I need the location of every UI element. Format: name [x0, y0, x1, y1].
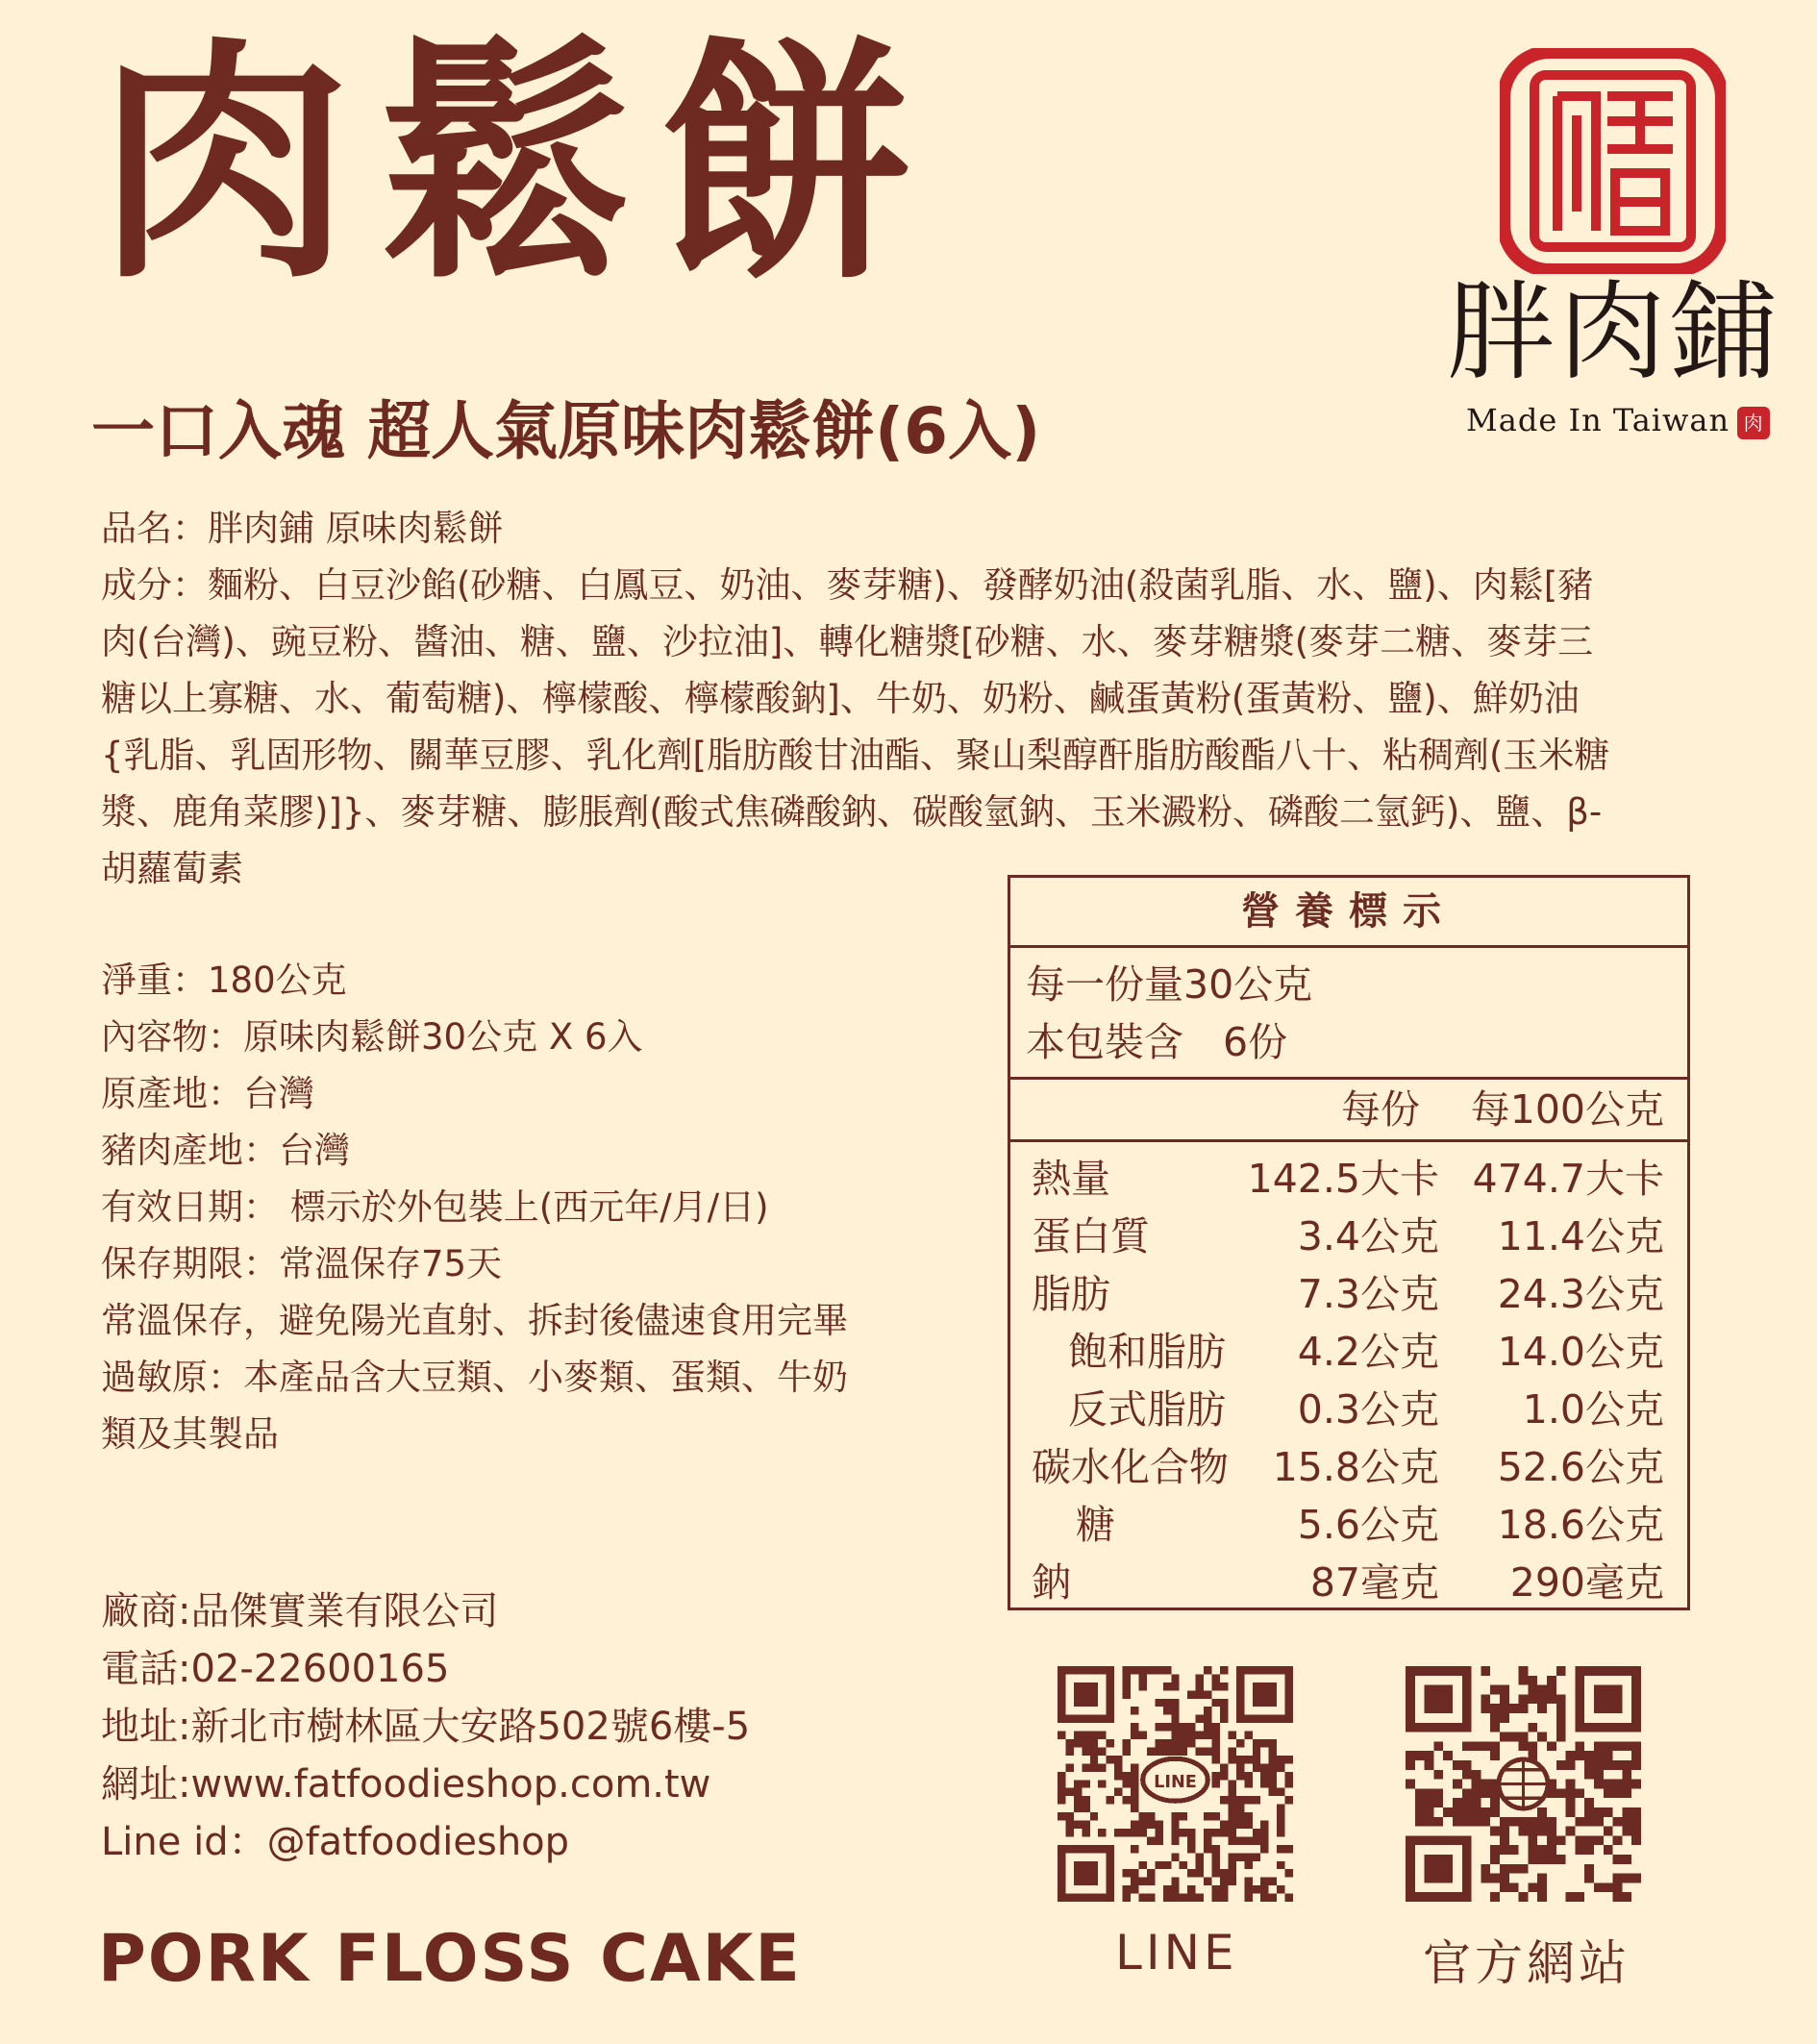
- nutrient-name: 糖: [1076, 1502, 1115, 1548]
- nutrient-per-serving: 87毫克: [1309, 1559, 1439, 1606]
- line-logo-text: LINE: [1154, 1772, 1197, 1792]
- origin: 原產地：台灣: [101, 1073, 314, 1114]
- nutrient-per-serving: 0.3公克: [1297, 1386, 1439, 1433]
- nutrition-row: [1010, 1554, 1687, 1611]
- nutrition-row: [1010, 1150, 1687, 1208]
- allergens-cont: 類及其製品: [101, 1413, 279, 1455]
- footer-title: PORK FLOSS CAKE: [98, 1921, 802, 1997]
- website: 網址:www.fatfoodieshop.com.tw: [101, 1762, 711, 1807]
- contents: 內容物：原味肉鬆餅30公克 X 6入: [101, 1016, 643, 1058]
- phone: 電話:02-22600165: [101, 1647, 450, 1691]
- nutrient-per-100g: 52.6公克: [1497, 1444, 1664, 1490]
- nutrient-name: 鈉: [1032, 1559, 1071, 1606]
- nutrient-per-100g: 1.0公克: [1522, 1386, 1664, 1433]
- nutrient-per-100g: 18.6公克: [1497, 1502, 1664, 1548]
- allergens: 過敏原：本產品含大豆類、小麥類、蛋類、牛奶: [101, 1357, 848, 1398]
- address: 地址:新北市樹林區大安路502號6樓-5: [101, 1705, 751, 1749]
- nutrition-row: [1010, 1381, 1687, 1438]
- nutrient-per-100g: 474.7大卡: [1472, 1156, 1664, 1202]
- ingredients-line: 肉(台灣)、豌豆粉、醬油、糖、鹽、沙拉油]、轉化糖漿[砂糖、水、麥芽糖漿(麥芽二糖、麥芽三: [101, 621, 1594, 662]
- nutrition-table: [1008, 875, 1690, 1610]
- website-qr-code-icon[interactable]: [1406, 1666, 1641, 1902]
- nutrition-row: [1010, 1323, 1687, 1381]
- made-in-taiwan: [1466, 402, 1770, 439]
- ingredients-line: 胡蘿蔔素: [101, 848, 243, 889]
- nutrition-row: [1010, 1265, 1687, 1323]
- product-subtitle: 一口入魂 超人氣原味肉鬆餅(6入): [91, 394, 1041, 468]
- nutrient-per-100g: 290毫克: [1509, 1559, 1664, 1606]
- meat-badge-icon: 肉: [1737, 407, 1770, 439]
- expiry-date: 有效日期： 標示於外包裝上(西元年/月/日): [101, 1186, 769, 1228]
- product-info: [101, 500, 1716, 897]
- nutrition-row: [1010, 1208, 1687, 1265]
- nutrient-per-100g: 24.3公克: [1497, 1271, 1664, 1317]
- nutrient-name: 飽和脂肪: [1068, 1329, 1226, 1375]
- nutrient-per-100g: 11.4公克: [1497, 1213, 1664, 1259]
- product-title: 肉鬆餅: [96, 17, 941, 313]
- ingredients-line: {乳脂、乳固形物、關華豆膠、乳化劑[脂肪酸甘油酯、聚山梨醇酐脂肪酸酯八十、粘稠劑(玉米糖: [101, 735, 1610, 776]
- serving-size: 每一份量30公克: [1026, 961, 1313, 1008]
- company-info: [101, 1583, 966, 1871]
- nutrient-per-serving: 142.5大卡: [1247, 1156, 1439, 1202]
- col-per-100g: 每100公克: [1470, 1086, 1664, 1133]
- line-qr-label: LINE: [1115, 1925, 1238, 1981]
- nutrient-per-serving: 5.6公克: [1297, 1502, 1439, 1548]
- pork-origin: 豬肉產地：台灣: [101, 1130, 350, 1171]
- product-specs: [101, 952, 928, 1462]
- nutrient-per-100g: 14.0公克: [1497, 1329, 1664, 1375]
- nutrition-row: [1010, 1438, 1687, 1496]
- manufacturer: 廠商:品傑實業有限公司: [101, 1589, 499, 1633]
- nutrient-per-serving: 3.4公克: [1297, 1213, 1439, 1259]
- nutrient-per-serving: 7.3公克: [1297, 1271, 1439, 1317]
- nutrient-name: 反式脂肪: [1068, 1386, 1226, 1433]
- nutrition-header: [1010, 1080, 1687, 1142]
- red-seal-logo-icon: [1500, 48, 1726, 274]
- col-per-serving: 每份: [1341, 1086, 1420, 1133]
- nutrient-name: 脂肪: [1032, 1271, 1110, 1317]
- nutrient-per-serving: 4.2公克: [1297, 1329, 1439, 1375]
- nutrient-name: 蛋白質: [1032, 1213, 1150, 1259]
- made-in-text: Made In Taiwan: [1466, 402, 1730, 438]
- nutrient-name: 熱量: [1032, 1156, 1110, 1202]
- nutrition-row: [1010, 1496, 1687, 1554]
- ingredients-line: 漿、鹿角菜膠)]}、麥芽糖、膨脹劑(酸式焦磷酸鈉、碳酸氫鈉、玉米澱粉、磷酸二氫鈣)、鹽、β-: [101, 791, 1603, 833]
- net-weight: 淨重：180公克: [101, 960, 347, 1001]
- nutrition-serving: [1010, 948, 1687, 1080]
- ingredients-line: 糖以上寡糖、水、葡萄糖)、檸檬酸、檸檬酸鈉]、牛奶、奶粉、鹹蛋黃粉(蛋黃粉、鹽)、鮮奶油: [101, 678, 1580, 719]
- product-name-line: 品名：胖肉鋪 原味肉鬆餅: [101, 508, 504, 549]
- nutrient-per-serving: 15.8公克: [1272, 1444, 1439, 1490]
- shelf-life: 保存期限：常溫保存75天: [101, 1243, 503, 1284]
- line-qr-code-icon[interactable]: [1058, 1666, 1293, 1902]
- website-qr-label: 官方網站: [1423, 1935, 1630, 1991]
- storage-note: 常溫保存，避免陽光直射、拆封後儘速食用完畢: [101, 1300, 848, 1341]
- nutrient-name: 碳水化合物: [1032, 1444, 1229, 1490]
- ingredients-line: 成分：麵粉、白豆沙餡(砂糖、白鳳豆、奶油、麥芽糖)、發酵奶油(殺菌乳脂、水、鹽)、肉鬆[豬: [101, 564, 1594, 606]
- brand-name: 胖肉鋪: [1447, 270, 1781, 395]
- nutrition-title: 營養標示: [1010, 878, 1687, 948]
- servings-per-pack: 本包裝含 6份: [1026, 1019, 1288, 1065]
- line-id: Line id：@fatfoodieshop: [101, 1820, 570, 1864]
